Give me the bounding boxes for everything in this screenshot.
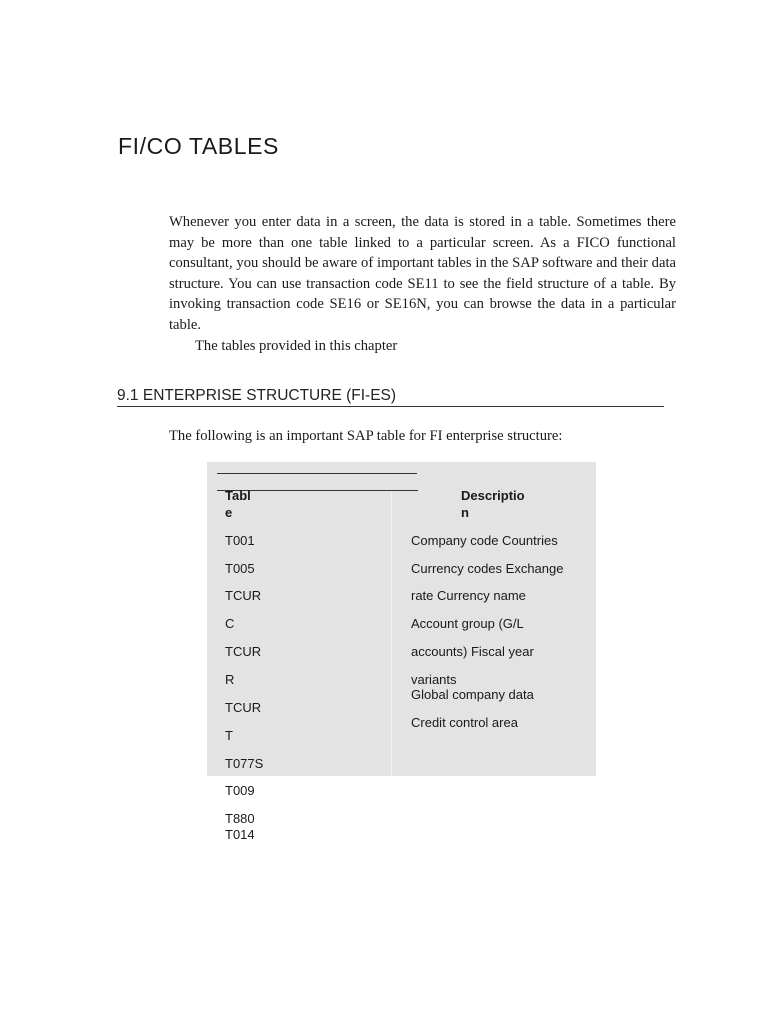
table-column-divider (391, 491, 392, 776)
table-header-table-line2: e (225, 505, 233, 520)
table-cell-description: accounts) Fiscal year (411, 644, 534, 659)
table-cell-description: Global company data (411, 687, 534, 702)
table-cell-name: TCUR (225, 700, 262, 715)
table-cell-name: T014 (225, 827, 255, 842)
table-cell-name: TCUR (225, 588, 262, 603)
table-cell-name: T005 (225, 561, 255, 576)
table-cell-description: Credit control area (411, 715, 518, 730)
table-cell-description: Account group (G/L (411, 616, 524, 631)
table-cell-description: Company code Countries (411, 533, 558, 548)
table-cell-name: C (225, 616, 235, 631)
table-shaded-background (207, 462, 596, 776)
table-cell-name: T (225, 728, 233, 743)
table-header-description-line2: n (461, 505, 469, 520)
section-heading: 9.1 ENTERPRISE STRUCTURE (FI-ES) (117, 387, 664, 407)
table-header-table-line1: Tabl (225, 488, 251, 503)
intro-tail-line: The tables provided in this chapter (195, 338, 398, 354)
page-title: FI/CO TABLES (118, 133, 280, 159)
table-cell-name: TCUR (225, 644, 262, 659)
table-cell-name: T880 (225, 811, 255, 826)
table-cell-description: variants (411, 672, 457, 687)
table-cell-description: rate Currency name (411, 588, 526, 603)
table-cell-description: Currency codes Exchange (411, 561, 564, 576)
table-cell-name: R (225, 672, 235, 687)
table-cell-name: T077S (225, 756, 264, 771)
intro-paragraph: Whenever you enter data in a screen, the data is stored in a table. Sometimes there may be more than one table linked to a particular screen. As a FICO functional consultant, you should be aware of important tables in the SAP software and their data structure. You can use transaction code SE11 to see the field structure of a table. By invoking transaction code SE16 or SE16N, you can browse the data in a particular table. (169, 214, 676, 333)
section-lead-sentence: The following is an important SAP table for FI enterprise structure: (169, 428, 563, 444)
table-cell-name: T001 (225, 533, 255, 548)
table-cell-name: T009 (225, 783, 255, 798)
table-header-description-line1: Descriptio (461, 488, 525, 503)
table-top-rule (217, 473, 417, 474)
